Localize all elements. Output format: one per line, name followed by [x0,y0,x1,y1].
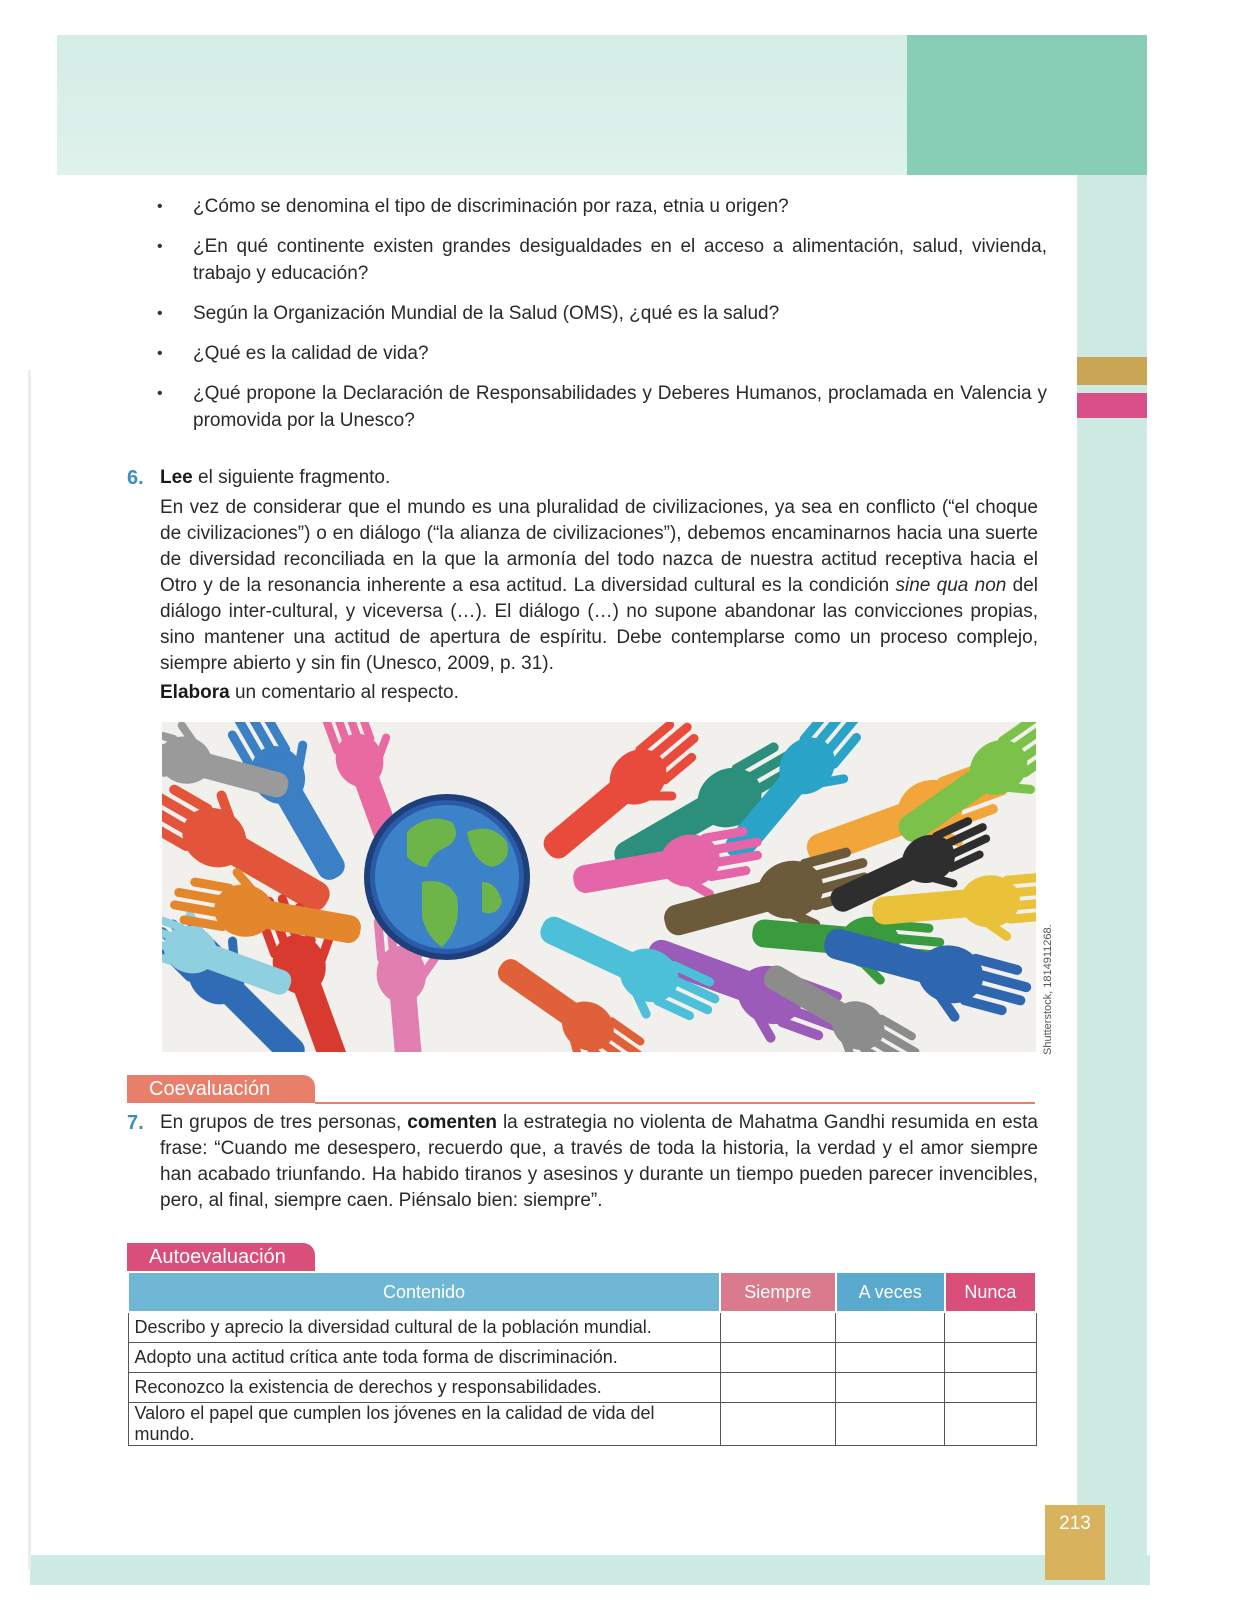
decor-tab-gold [1077,357,1147,385]
bullet-icon: • [157,238,163,255]
bullet-icon: • [157,385,163,402]
checkbox-cell-siempre[interactable] [720,1403,836,1446]
list-item: • ¿Qué propone la Declaración de Responsabilidades y Deberes Humanos, proclamada en Valencia y promovida por la Unesco? [157,380,1047,434]
header-nunca: Nunca [945,1272,1036,1312]
coevaluacion-rule [315,1102,1035,1104]
hands-globe-image [162,722,1036,1052]
question-6-verb: Lee [160,467,193,488]
checkbox-cell-nunca[interactable] [945,1312,1036,1343]
checkbox-cell-nunca[interactable] [945,1403,1036,1446]
header-siempre: Siempre [720,1272,836,1312]
row-content: Describo y aprecio la diversidad cultural de la población mundial. [128,1312,720,1343]
question-6-number: 6. [127,467,144,489]
checkbox-cell-siempre[interactable] [720,1373,836,1403]
self-assessment-table [127,1271,1037,1446]
page-edge [28,370,31,1570]
checkbox-cell-a-veces[interactable] [836,1403,945,1446]
question-list [157,193,1047,447]
decor-band-bottom [30,1555,1150,1585]
row-content: Adopto una actitud crítica ante toda forma de discriminación. [128,1343,720,1373]
question-7-number: 7. [127,1112,144,1134]
decor-tab-pink [1077,393,1147,418]
table-row [128,1403,1036,1446]
bullet-icon: • [157,305,163,322]
checkbox-cell-siempre[interactable] [720,1312,836,1343]
photo-credit: Shutterstock, 1814911268. [1042,924,1054,1055]
table-row [128,1343,1036,1373]
question-6-task: Elabora un comentario al respecto. [160,682,459,703]
header-band [57,35,907,175]
unesco-quote: En vez de considerar que el mundo es una pluralidad de civilizaciones, ya sea en conflicto (“el choque de civilizaciones”) o en diálogo (“la alianza de civilizaciones”), debemos encaminarnos hacia una suerte de diversidad reconciliada en la que la armonía del todo nazca de nuestra actitud receptiva hacia el Otro y de la resonancia inherente a esa actitud. La diversidad cultural es la condición sine qua non del diálogo inter-cultural, y viceversa (…). El diálogo (…) no supone abandonar las convicciones propias, sino mantener una actitud de apertura de espíritu. Debe contemplarse como un proceso complejo, siempre abierto y sin fin (Unesco, 2009, p. 31). [160,497,1038,674]
autoevaluacion-table [127,1271,1037,1446]
bullet-icon: • [157,198,163,215]
coevaluacion-tab: Coevaluación [127,1075,315,1103]
decor-strip-right [1077,175,1147,1585]
table-row [128,1373,1036,1403]
checkbox-cell-nunca[interactable] [945,1373,1036,1403]
row-content: Valoro el papel que cumplen los jóvenes en la calidad de vida del mundo. [128,1403,720,1446]
diversity-hands-illustration [162,722,1036,1052]
task-verb: Elabora [160,682,230,703]
question-6-instruction [160,465,1038,491]
header-a-veces: A veces [836,1272,945,1312]
page-content [57,175,1077,1555]
header-contenido: Contenido [128,1272,720,1312]
question-7-text: En grupos de tres personas, comenten la estrategia no violenta de Mahatma Gandhi resumida en esta frase: “Cuando me desespero, recuerdo que, a través de toda la historia, la verdad y el amor siempre han acabado triunfando. Ha habido tiranos y asesinos y durante un tiempo pueden parecer invencibles, pero, al final, siempre caen. Piénsalo bien: siempre”. [160,1112,1038,1211]
list-item: • ¿Qué es la calidad de vida? [157,340,1047,367]
question-6-instruction-text: el siguiente fragmento. [192,467,391,488]
checkbox-cell-a-veces[interactable] [836,1373,945,1403]
row-content: Reconozco la existencia de derechos y responsabilidades. [128,1373,720,1403]
checkbox-cell-a-veces[interactable] [836,1343,945,1373]
list-item: • ¿En qué continente existen grandes desigualdades en el acceso a alimentación, salud, vivienda, trabajo y educación? [157,233,1047,287]
table-row [128,1312,1036,1343]
autoevaluacion-tab: Autoevaluación [127,1243,315,1271]
list-item: • Según la Organización Mundial de la Salud (OMS), ¿qué es la salud? [157,300,1047,327]
question-7-verb: comenten [407,1112,498,1133]
table-header-row [128,1272,1036,1312]
list-item: • ¿Cómo se denomina el tipo de discriminación por raza, etnia u origen? [157,193,1047,220]
bullet-icon: • [157,345,163,362]
page-number: 213 [1045,1505,1105,1580]
checkbox-cell-nunca[interactable] [945,1343,1036,1373]
globe-icon [367,797,527,957]
checkbox-cell-siempre[interactable] [720,1343,836,1373]
checkbox-cell-a-veces[interactable] [836,1312,945,1343]
